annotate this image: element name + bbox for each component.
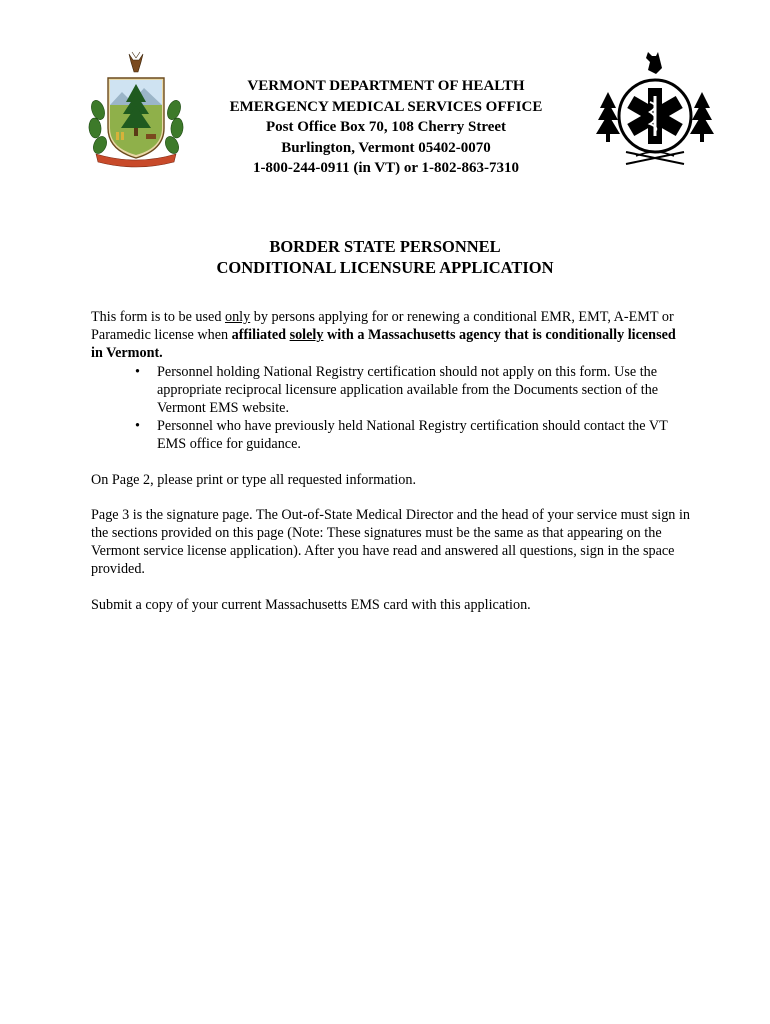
header-phone: 1-800-244-0911 (in VT) or 1-802-863-7310 [252, 160, 520, 176]
vermont-state-seal-icon [86, 50, 186, 170]
bullet-icon: • [135, 418, 140, 435]
form-title-line1: BORDER STATE PERSONNEL [269, 237, 501, 256]
intro-text-only: only [224, 309, 251, 325]
intro-text-3: by persons applying for or renewing a conditional EMR, EMT, A-EMT or Paramedic license when [91, 309, 674, 344]
vermont-ems-star-of-life-icon [596, 52, 714, 170]
form-title [100, 236, 670, 278]
instructions-body [91, 308, 691, 614]
agency-header [196, 76, 576, 179]
bullet-text: Personnel who have previously held National Registry certification should contact the VT EMS office for guidance. [157, 418, 668, 453]
intro-paragraph [91, 308, 691, 363]
form-title-line2: CONDITIONAL LICENSURE APPLICATION [216, 258, 554, 277]
bullet-item [135, 363, 691, 418]
submit-paragraph: Submit a copy of your current Massachusetts EMS card with this application. [91, 596, 531, 613]
intro-text-solely: solely [289, 327, 324, 344]
bullet-item [135, 417, 691, 453]
header-po-box: Post Office Box 70, 108 Cherry Street [265, 119, 507, 135]
page2-paragraph: On Page 2, please print or type all requested information. [91, 471, 417, 488]
header-department: VERMONT DEPARTMENT OF HEALTH [247, 78, 525, 94]
page3-paragraph: Page 3 is the signature page. The Out-of-State Medical Director and the head of your service must sign in the sections provided on this page (Note: These signatures must be the same as that appearing on the Vermont service license application). After you have read and answered all questions, sign in the space provided. [91, 506, 690, 578]
header-office: EMERGENCY MEDICAL SERVICES OFFICE [229, 98, 543, 115]
header-city: Burlington, Vermont 05402-0070 [281, 139, 491, 156]
intro-text-affiliated: affiliated [231, 327, 290, 344]
intro-text-1: This form is to be used [91, 309, 225, 325]
bullet-icon: • [135, 363, 140, 380]
bullet-text: Personnel holding National Registry certification should not apply on this form. Use the appropriate reciprocal licensure application available from the Documents section of the Vermont EMS website. [157, 363, 659, 417]
instruction-bullets [91, 363, 691, 454]
intro-text-agency: with a Massachusetts agency that is conditionally licensed in Vermont. [91, 327, 676, 362]
